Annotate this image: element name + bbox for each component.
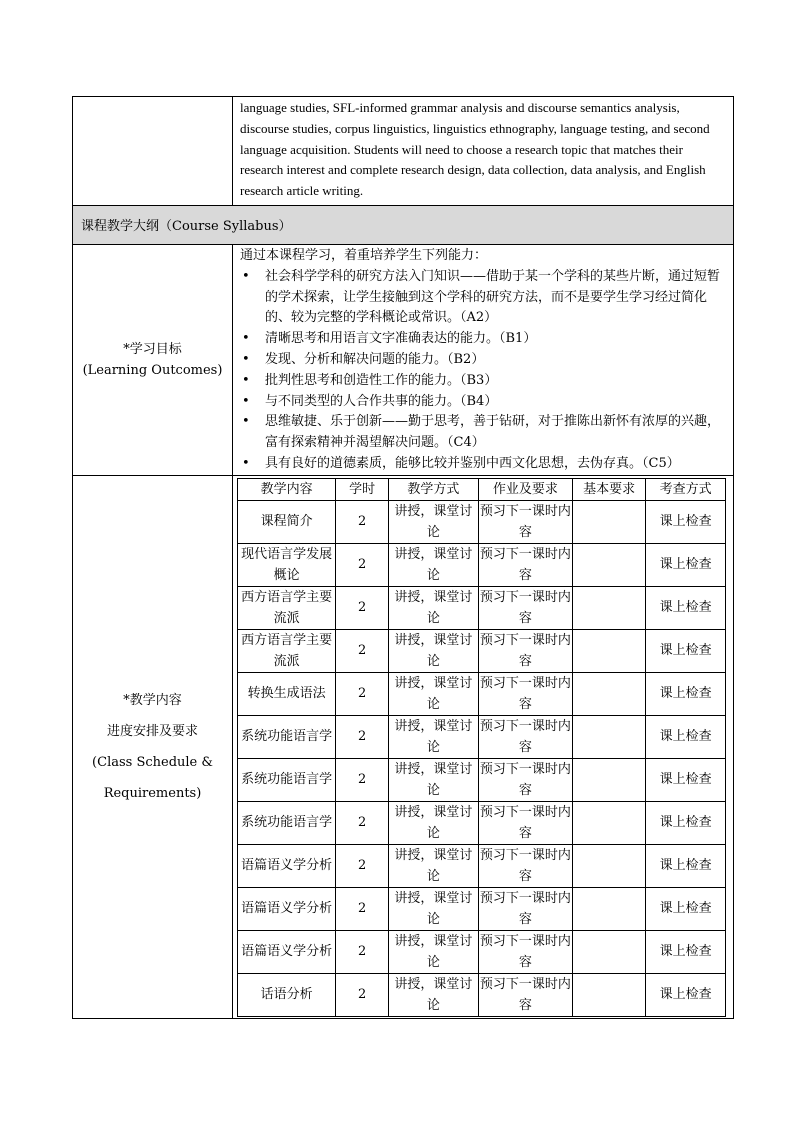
cell-homework: 预习下一课时内容 [478, 844, 572, 887]
cell-hours: 2 [336, 844, 389, 887]
table-row [238, 715, 726, 758]
cell-method: 讲授，课堂讨论 [388, 801, 478, 844]
cell-hours: 2 [336, 672, 389, 715]
cell-homework: 预习下一课时内容 [478, 887, 572, 930]
description-row [73, 97, 733, 206]
syllabus-header-row [73, 206, 733, 245]
cell-homework: 预习下一课时内容 [478, 758, 572, 801]
cell-hours: 2 [336, 887, 389, 930]
cell-basic [572, 672, 645, 715]
cell-basic [572, 586, 645, 629]
cell-basic [572, 629, 645, 672]
cell-check: 课上检查 [646, 500, 726, 543]
cell-check: 课上检查 [646, 930, 726, 973]
table-row [238, 672, 726, 715]
cell-content: 语篇语义学分析 [238, 887, 336, 930]
cell-homework: 预习下一课时内容 [478, 629, 572, 672]
cell-check: 课上检查 [646, 973, 726, 1016]
cell-hours: 2 [336, 586, 389, 629]
cell-content: 系统功能语言学 [238, 758, 336, 801]
cell-content: 西方语言学主要流派 [238, 629, 336, 672]
cell-hours: 2 [336, 801, 389, 844]
table-row [238, 758, 726, 801]
cell-hours: 2 [336, 973, 389, 1016]
cell-content: 系统功能语言学 [238, 715, 336, 758]
col-header-hours: 学时 [336, 478, 389, 500]
schedule-content [233, 476, 733, 1018]
cell-hours: 2 [336, 715, 389, 758]
table-row [238, 801, 726, 844]
table-row [238, 887, 726, 930]
learning-outcomes-label-en: (Learning Outcomes) [82, 362, 223, 378]
cell-basic [572, 801, 645, 844]
syllabus-header: 课程教学大纲（Course Syllabus） [73, 206, 733, 244]
schedule-row [73, 476, 733, 1018]
cell-content: 课程简介 [238, 500, 336, 543]
cell-content: 系统功能语言学 [238, 801, 336, 844]
cell-basic [572, 930, 645, 973]
learning-outcomes-content [233, 245, 733, 475]
col-header-basic: 基本要求 [572, 478, 645, 500]
cell-check: 课上检查 [646, 887, 726, 930]
cell-homework: 预习下一课时内容 [478, 715, 572, 758]
cell-basic [572, 758, 645, 801]
cell-content: 话语分析 [238, 973, 336, 1016]
cell-method: 讲授，课堂讨论 [388, 715, 478, 758]
cell-basic [572, 715, 645, 758]
schedule-label-line2: 进度安排及要求 [106, 723, 198, 739]
outcome-item: • 批判性思考和创造性工作的能力。（B3） [240, 371, 727, 392]
cell-hours: 2 [336, 543, 389, 586]
schedule-label-line4: Requirements) [103, 785, 202, 801]
learning-outcomes-label-cn: *学习目标 [123, 341, 182, 357]
cell-check: 课上检查 [646, 586, 726, 629]
cell-check: 课上检查 [646, 801, 726, 844]
cell-method: 讲授，课堂讨论 [388, 629, 478, 672]
cell-check: 课上检查 [646, 844, 726, 887]
outcome-item: • 与不同类型的人合作共事的能力。（B4） [240, 392, 727, 413]
col-header-content: 教学内容 [238, 478, 336, 500]
learning-outcomes-list [240, 267, 727, 475]
cell-check: 课上检查 [646, 715, 726, 758]
table-row [238, 543, 726, 586]
cell-basic [572, 973, 645, 1016]
cell-homework: 预习下一课时内容 [478, 672, 572, 715]
learning-outcomes-intro: 通过本课程学习，着重培养学生下列能力： [240, 247, 488, 263]
schedule-label-line1: *教学内容 [123, 692, 182, 708]
cell-check: 课上检查 [646, 758, 726, 801]
outcome-item: • 清晰思考和用语言文字准确表达的能力。（B1） [240, 329, 727, 350]
cell-hours: 2 [336, 930, 389, 973]
schedule-label-line3: (Class Schedule & [92, 754, 213, 770]
cell-content: 西方语言学主要流派 [238, 586, 336, 629]
cell-content: 现代语言学发展概论 [238, 543, 336, 586]
cell-method: 讲授，课堂讨论 [388, 844, 478, 887]
cell-homework: 预习下一课时内容 [478, 586, 572, 629]
learning-outcomes-label [73, 245, 233, 475]
description-label-cell [73, 97, 233, 205]
outcome-item: • 思维敏捷、乐于创新——勤于思考，善于钻研，对于推陈出新怀有浓厚的兴趣，富有探索精神并渴望解决问题。（C4） [240, 412, 727, 454]
outcome-item: • 具有良好的道德素质，能够比较并鉴别中西文化思想，去伪存真。（C5） [240, 454, 727, 475]
outcome-item: • 发现、分析和解决问题的能力。（B2） [240, 350, 727, 371]
cell-basic [572, 500, 645, 543]
table-row [238, 973, 726, 1016]
syllabus-table [72, 96, 734, 1019]
cell-basic [572, 844, 645, 887]
cell-content: 语篇语义学分析 [238, 844, 336, 887]
cell-hours: 2 [336, 758, 389, 801]
cell-method: 讲授，课堂讨论 [388, 543, 478, 586]
cell-homework: 预习下一课时内容 [478, 973, 572, 1016]
learning-outcomes-row [73, 245, 733, 476]
description-text: language studies, SFL-informed grammar analysis and discourse semantics analysis, discourse studies, corpus linguistics, linguistics ethnography, language testing, and second language acquisition. Students will need to choose a research topic that matches their research interest and complete research design, data collection, data analysis, and English research article writing. [240, 100, 710, 199]
cell-method: 讲授，课堂讨论 [388, 500, 478, 543]
table-row [238, 844, 726, 887]
outcome-item: • 社会科学学科的研究方法入门知识——借助于某一个学科的某些片断，通过短暂的学术探索，让学生接触到这个学科的研究方法，而不是要学生学习经过简化的、较为完整的学科概论或常识。（A2） [240, 267, 727, 329]
cell-method: 讲授，课堂讨论 [388, 973, 478, 1016]
cell-homework: 预习下一课时内容 [478, 500, 572, 543]
table-row [238, 629, 726, 672]
table-row [238, 930, 726, 973]
cell-method: 讲授，课堂讨论 [388, 758, 478, 801]
cell-method: 讲授，课堂讨论 [388, 672, 478, 715]
cell-check: 课上检查 [646, 672, 726, 715]
cell-method: 讲授，课堂讨论 [388, 887, 478, 930]
cell-homework: 预习下一课时内容 [478, 801, 572, 844]
col-header-check: 考查方式 [646, 478, 726, 500]
cell-method: 讲授，课堂讨论 [388, 930, 478, 973]
table-row [238, 500, 726, 543]
schedule-table [237, 478, 726, 1017]
schedule-body [238, 500, 726, 1016]
col-header-homework: 作业及要求 [478, 478, 572, 500]
cell-check: 课上检查 [646, 543, 726, 586]
cell-content: 语篇语义学分析 [238, 930, 336, 973]
schedule-label [73, 476, 233, 1018]
cell-hours: 2 [336, 500, 389, 543]
cell-basic [572, 887, 645, 930]
cell-homework: 预习下一课时内容 [478, 930, 572, 973]
cell-basic [572, 543, 645, 586]
cell-homework: 预习下一课时内容 [478, 543, 572, 586]
cell-method: 讲授，课堂讨论 [388, 586, 478, 629]
cell-hours: 2 [336, 629, 389, 672]
table-row [238, 586, 726, 629]
cell-check: 课上检查 [646, 629, 726, 672]
cell-content: 转换生成语法 [238, 672, 336, 715]
schedule-header-row [238, 478, 726, 500]
col-header-method: 教学方式 [388, 478, 478, 500]
